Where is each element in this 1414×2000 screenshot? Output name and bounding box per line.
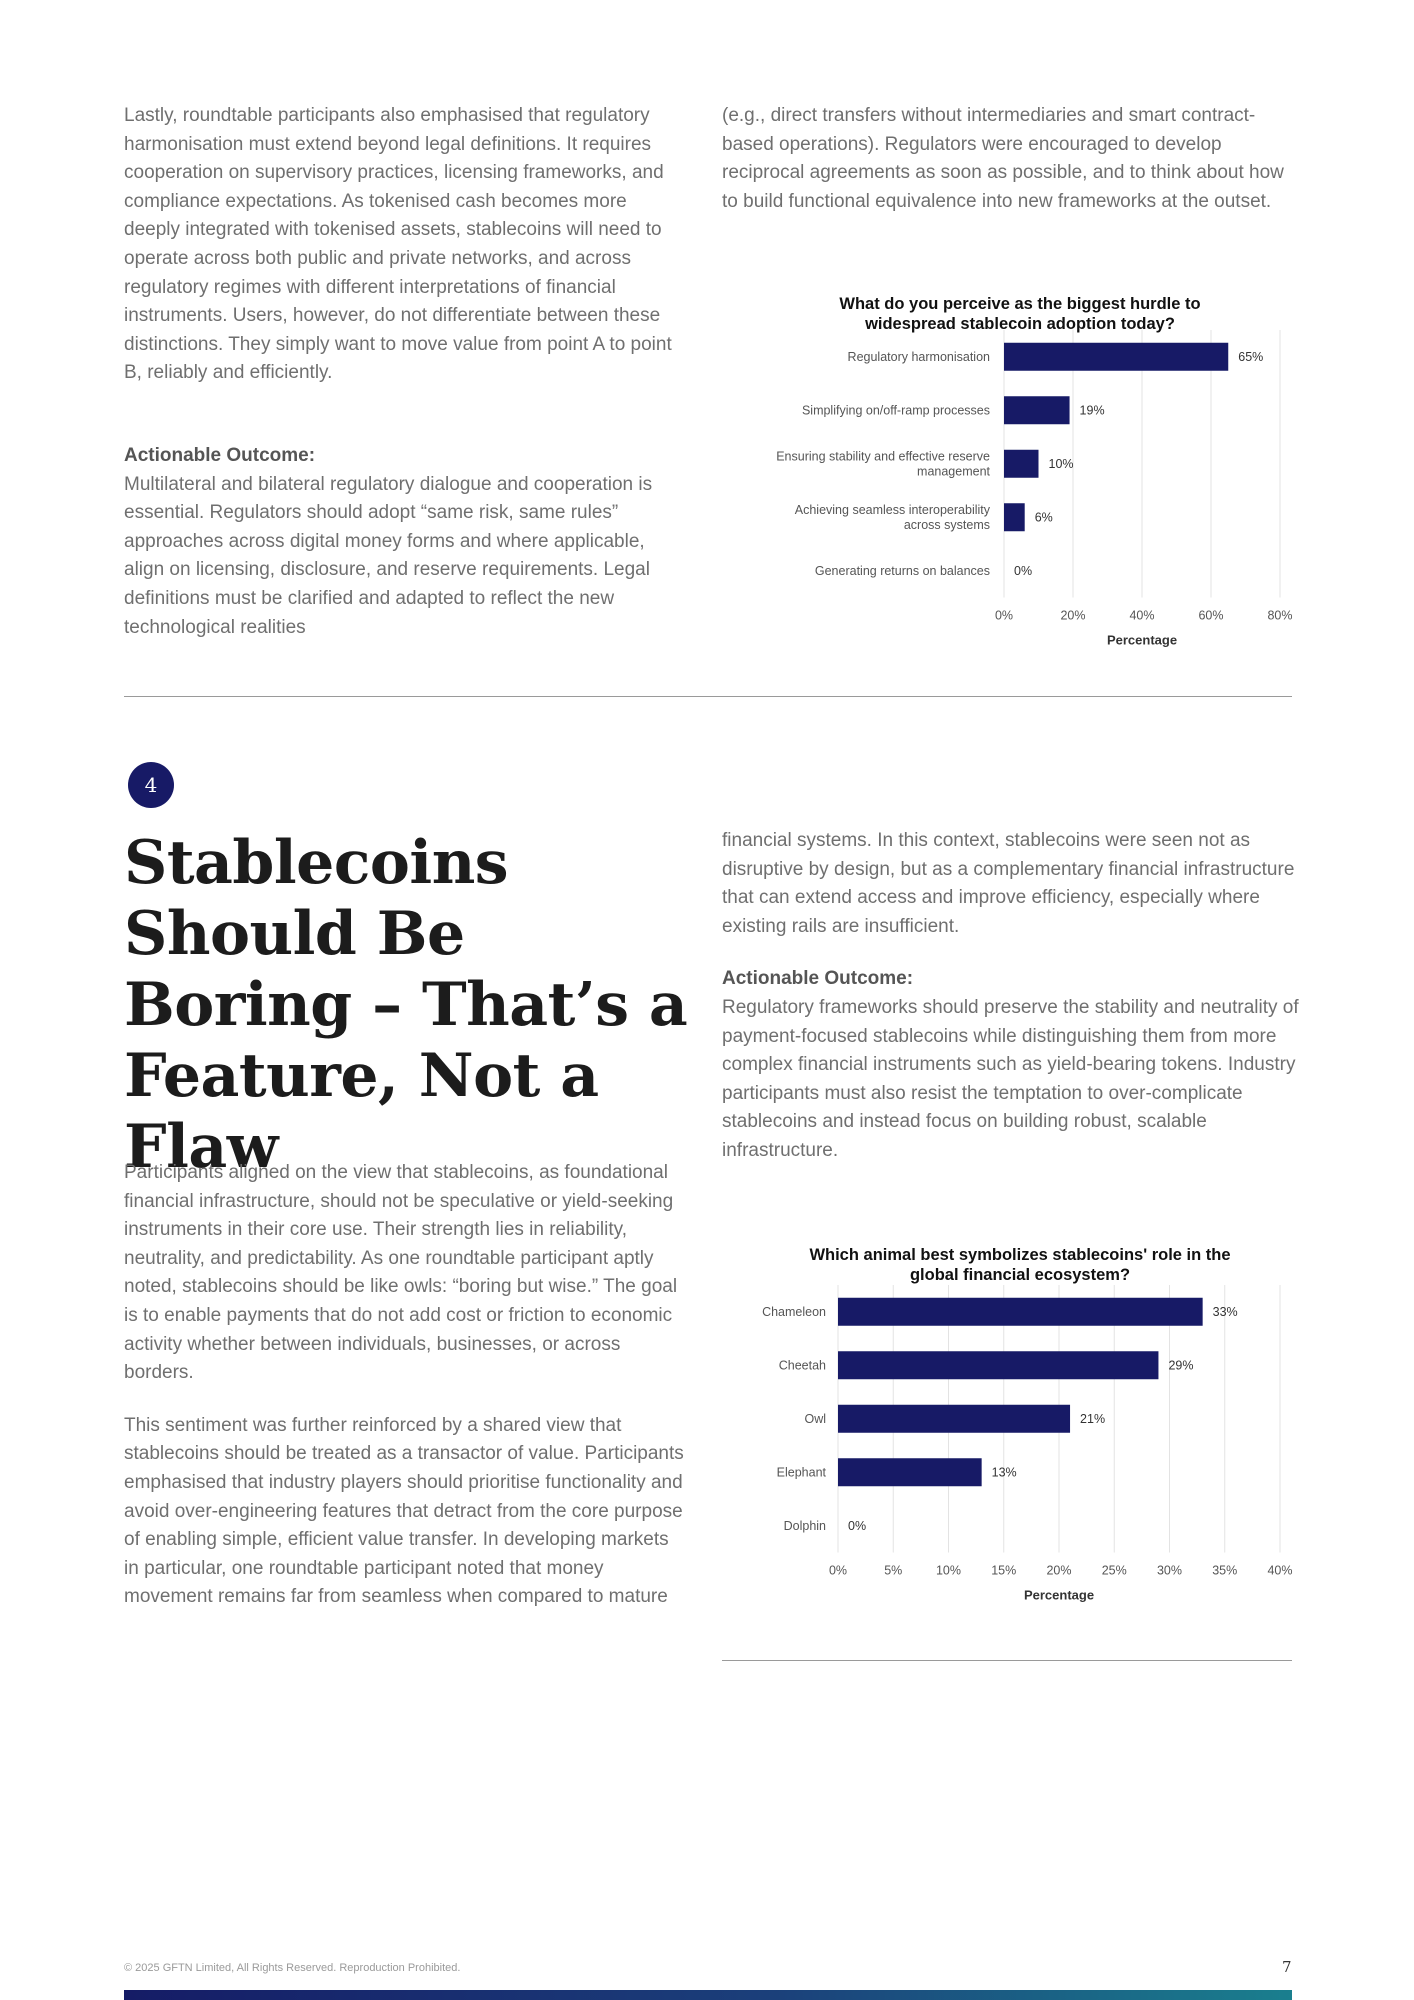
section-title: Stablecoins Should Be Boring – That’s a Feature, Not a Flaw xyxy=(124,828,688,1182)
chart-2-x-tick-label: 30% xyxy=(1156,1563,1183,1578)
section-paragraph-right: financial systems. In this context, stablecoins were seen not as disruptive by design, but as a complementary financial infrastructure that can extend access and improve efficiency, especially where existing rails are insufficient. xyxy=(722,830,1295,937)
footer-gradient-bar xyxy=(124,1990,1292,2000)
section-right-column xyxy=(722,827,1302,1166)
chart-2-category-label: Owl xyxy=(804,1411,826,1426)
chart-2-value-label: 21% xyxy=(1080,1411,1106,1426)
chart-1-x-tick-label: 0% xyxy=(994,608,1014,623)
chart-2-value-label: 13% xyxy=(991,1465,1017,1480)
actionable-outcome-2-heading: Actionable Outcome: xyxy=(722,968,914,990)
chart-2-x-tick-label: 40% xyxy=(1267,1563,1293,1578)
chart-2-x-tick-label: 5% xyxy=(884,1563,903,1578)
chart-2-bar xyxy=(838,1298,1203,1326)
chart-2-category-label: Chameleon xyxy=(762,1304,826,1319)
chart-1-bar xyxy=(1004,343,1228,371)
actionable-outcome-2-text: Regulatory frameworks should preserve the stability and neutrality of payment-focused stablecoins while distinguishing them from more complex financial instruments such as yield-bearing tokens. Industry participants must also resist the temptation to over-complicate stablecoins and instead focus on building robust, scalable infrastructure. xyxy=(722,996,1299,1161)
chart-2-x-axis-label: Percentage xyxy=(1023,1587,1095,1603)
chart-1-category-label: Simplifying on/off-ramp processes xyxy=(801,403,990,418)
chart-2-x-tick-label: 20% xyxy=(1046,1563,1072,1578)
chart-1-bar xyxy=(1004,396,1070,424)
chart-1-value-label: 10% xyxy=(1048,456,1074,471)
chart-2-value-label: 33% xyxy=(1212,1304,1238,1319)
chart-2-x-tick-label: 15% xyxy=(991,1563,1017,1578)
chart-2-x-tick-label: 35% xyxy=(1212,1563,1238,1578)
chart-2-bar xyxy=(838,1351,1158,1379)
chart-1-bar xyxy=(1004,450,1039,478)
chart-2-x-tick-label: 10% xyxy=(935,1563,962,1578)
chart-1-category-label: Ensuring stability and effective reserve management xyxy=(776,449,990,479)
intro-left-paragraph: Lastly, roundtable participants also emphasised that regulatory harmonisation must extend beyond legal definitions. It requires cooperation on supervisory practices, licensing frameworks, and compliance expectations. As tokenised cash becomes more deeply integrated with tokenised assets, stablecoins will need to operate across both public and private networks, and across regulatory regimes with different interpretations of financial instruments. Users, however, do not differentiate between these distinctions. They simply want to move value from point A to point B, reliably and efficiently. xyxy=(124,105,672,384)
chart-2 xyxy=(722,1285,1302,1605)
chart-2-value-label: 29% xyxy=(1168,1358,1194,1373)
section-paragraph-1: Participants aligned on the view that stablecoins, as foundational financial infrastructure, should not be speculative or yield-seeking instruments in their core use. Their strength lies in reliability, neutrality, and predictability. As one roundtable participant aptly noted, stablecoins should be like owls: “boring but wise.” The goal is to enable payments that do not add cost or friction to economic activity whether between individuals, businesses, or across borders. xyxy=(124,1162,678,1384)
chart-1-value-label: 19% xyxy=(1079,403,1105,418)
chart-1-x-axis-label: Percentage xyxy=(1106,632,1178,648)
section-left-column xyxy=(124,1159,684,1612)
chart-2-category-label: Elephant xyxy=(776,1465,826,1480)
chart-1-bar xyxy=(1004,503,1025,531)
intro-right-column xyxy=(722,102,1302,216)
chart-1-x-tick-label: 20% xyxy=(1060,608,1086,623)
actionable-outcome-1-heading: Actionable Outcome: xyxy=(124,445,316,466)
section-number-badge: 4 xyxy=(128,762,174,808)
chart-2-bar xyxy=(838,1405,1070,1433)
chart-2-bar xyxy=(838,1458,982,1486)
chart-2-title: Which animal best symbolizes stablecoins' role in the global financial ecosystem? xyxy=(809,1246,1231,1284)
actionable-outcome-1-text: Multilateral and bilateral regulatory dialogue and cooperation is essential. Regulators should adopt “same risk, same rules” approaches across digital money forms and where applicable, align on licensing, disclosure, and reserve requirements. Legal definitions must be clarified and adapted to reflect the new technological realities xyxy=(124,473,653,638)
intro-left-column xyxy=(124,102,684,388)
chart-1-value-label: 0% xyxy=(1014,563,1033,578)
chart-2-value-label: 0% xyxy=(848,1518,867,1533)
section-paragraph-2: This sentiment was further reinforced by a shared view that stablecoins should be treated as a transactor of value. Participants emphasised that industry players should prioritise functionality and avoid over-engineering features that detract from the core purpose of enabling simple, efficient value transfer. In developing markets in particular, one roundtable participant noted that money movement remains far from seamless when compared to mature xyxy=(124,1414,684,1608)
chart-1-value-label: 65% xyxy=(1238,349,1264,364)
actionable-outcome-1 xyxy=(124,442,684,642)
chart-1-category-label: Regulatory harmonisation xyxy=(847,349,990,364)
intro-right-paragraph: (e.g., direct transfers without intermediaries and smart contract-based operations). Regulators were encouraged to develop reciprocal agreements as soon as possible, and to think about how to build functional equivalence into new frameworks at the outset. xyxy=(722,105,1284,212)
section-divider xyxy=(124,696,1292,697)
chart-2-category-label: Cheetah xyxy=(778,1358,826,1373)
chart-1-x-tick-label: 60% xyxy=(1198,608,1224,623)
chart-2-x-tick-label: 0% xyxy=(828,1563,848,1578)
chart-2-bottom-rule xyxy=(722,1660,1292,1661)
page-number: 7 xyxy=(1282,1958,1292,1976)
footer-copyright: © 2025 GFTN Limited, All Rights Reserved. Reproduction Prohibited. xyxy=(124,1962,461,1974)
chart-1-x-tick-label: 40% xyxy=(1129,608,1155,623)
chart-1 xyxy=(722,330,1302,660)
chart-1-title: What do you perceive as the biggest hurdle to widespread stablecoin adoption today? xyxy=(839,295,1201,333)
chart-1-x-tick-label: 80% xyxy=(1267,608,1293,623)
chart-2-x-tick-label: 25% xyxy=(1101,1563,1127,1578)
chart-1-category-label: Generating returns on balances xyxy=(814,563,990,578)
chart-1-category-label: Achieving seamless interoperability across systems xyxy=(794,502,990,532)
chart-2-category-label: Dolphin xyxy=(783,1518,826,1533)
chart-1-value-label: 6% xyxy=(1034,510,1053,525)
